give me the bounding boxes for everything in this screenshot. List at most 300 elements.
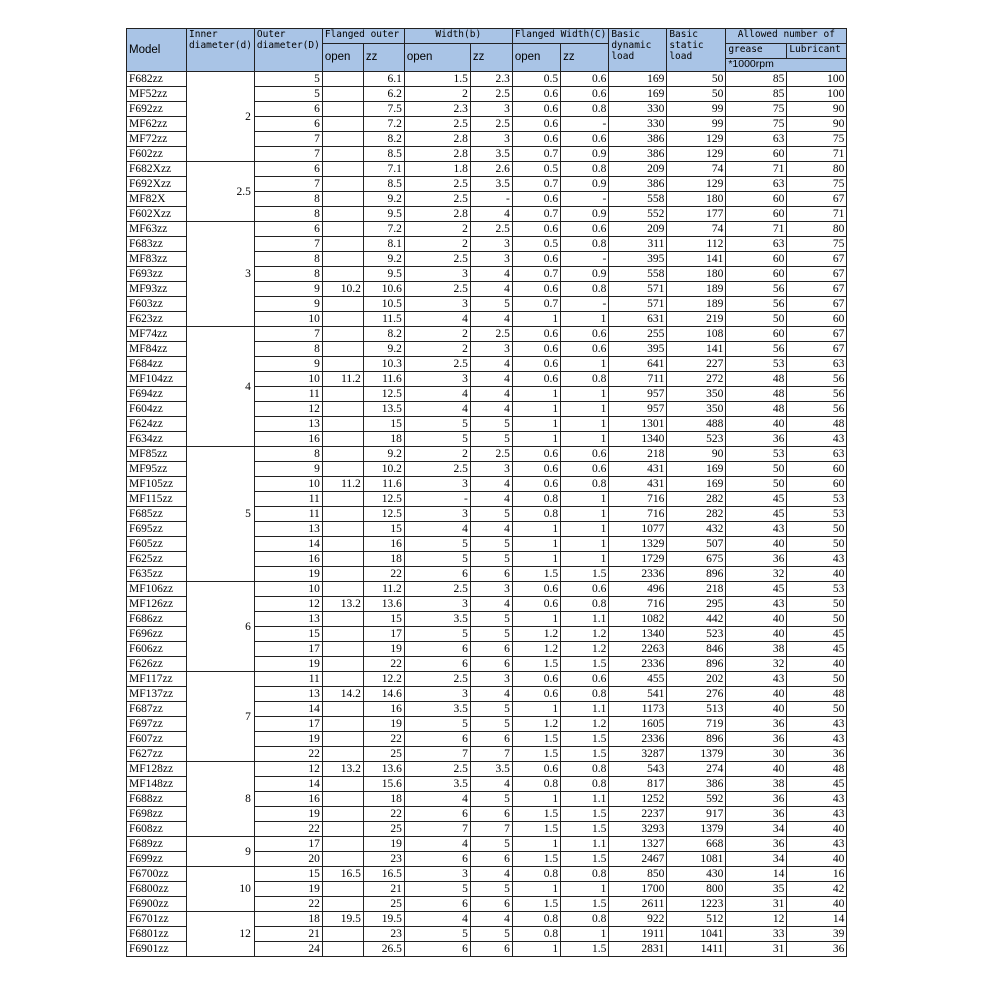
cell-outer-diameter: 16: [254, 432, 322, 447]
cell-grease-speed: 45: [726, 582, 787, 597]
cell-width-zz: 2.5: [470, 117, 512, 132]
cell-dynamic-load: 2336: [609, 567, 667, 582]
cell-width-open: 5: [404, 882, 470, 897]
cell-grease-speed: 40: [726, 537, 787, 552]
cell-outer-diameter: 5: [254, 72, 322, 87]
cell-flanged-outer-zz: 8.5: [363, 147, 404, 162]
cell-width-open: 6: [404, 657, 470, 672]
cell-static-load: 74: [667, 222, 726, 237]
cell-grease-speed: 56: [726, 282, 787, 297]
cell-flanged-width-zz: 0.6: [561, 222, 609, 237]
cell-outer-diameter: 7: [254, 132, 322, 147]
cell-static-load: 202: [667, 672, 726, 687]
cell-flanged-outer-open: [322, 927, 363, 942]
cell-grease-speed: 50: [726, 462, 787, 477]
cell-flanged-width-open: 1: [512, 387, 560, 402]
cell-lubricant-speed: 43: [787, 792, 847, 807]
cell-flanged-width-zz: 0.9: [561, 147, 609, 162]
cell-model: F687zz: [127, 702, 187, 717]
cell-model: F685zz: [127, 507, 187, 522]
cell-width-open: 2.5: [404, 462, 470, 477]
cell-grease-speed: 40: [726, 702, 787, 717]
cell-static-load: 180: [667, 267, 726, 282]
cell-flanged-width-open: 0.6: [512, 282, 560, 297]
cell-static-load: 218: [667, 582, 726, 597]
cell-grease-speed: 60: [726, 252, 787, 267]
cell-inner-diameter: 7: [187, 672, 255, 762]
cell-flanged-outer-zz: 13.6: [363, 762, 404, 777]
cell-dynamic-load: 2611: [609, 897, 667, 912]
cell-flanged-outer-zz: 15.6: [363, 777, 404, 792]
cell-grease-speed: 40: [726, 417, 787, 432]
cell-model: F604zz: [127, 402, 187, 417]
cell-outer-diameter: 22: [254, 822, 322, 837]
cell-dynamic-load: 716: [609, 492, 667, 507]
cell-flanged-width-zz: 1.5: [561, 822, 609, 837]
cell-flanged-width-zz: 0.6: [561, 672, 609, 687]
cell-outer-diameter: 19: [254, 882, 322, 897]
cell-width-open: 2.8: [404, 207, 470, 222]
cell-width-zz: 4: [470, 372, 512, 387]
cell-width-open: 3: [404, 477, 470, 492]
cell-model: F686zz: [127, 612, 187, 627]
cell-flanged-width-open: 0.8: [512, 867, 560, 882]
header-inner-diameter: Inner diameter(d): [187, 29, 255, 72]
cell-flanged-width-zz: 0.9: [561, 177, 609, 192]
cell-dynamic-load: 1327: [609, 837, 667, 852]
cell-flanged-outer-zz: 22: [363, 732, 404, 747]
cell-flanged-outer-zz: 16: [363, 537, 404, 552]
cell-outer-diameter: 8: [254, 267, 322, 282]
cell-flanged-outer-open: [322, 417, 363, 432]
cell-width-zz: 3: [470, 582, 512, 597]
cell-dynamic-load: 395: [609, 252, 667, 267]
cell-grease-speed: 71: [726, 222, 787, 237]
cell-lubricant-speed: 39: [787, 927, 847, 942]
cell-model: F623zz: [127, 312, 187, 327]
cell-flanged-outer-zz: 25: [363, 822, 404, 837]
cell-flanged-width-zz: -: [561, 252, 609, 267]
cell-grease-speed: 34: [726, 852, 787, 867]
cell-flanged-width-open: 0.6: [512, 132, 560, 147]
cell-outer-diameter: 6: [254, 102, 322, 117]
cell-model: MF63zz: [127, 222, 187, 237]
cell-width-open: 4: [404, 792, 470, 807]
cell-flanged-width-zz: 1: [561, 537, 609, 552]
cell-static-load: 675: [667, 552, 726, 567]
cell-flanged-width-open: 0.6: [512, 357, 560, 372]
cell-static-load: 108: [667, 327, 726, 342]
cell-flanged-width-zz: 1: [561, 357, 609, 372]
cell-width-open: 5: [404, 717, 470, 732]
header-flanged-outer-zz: zz: [363, 44, 404, 72]
cell-flanged-outer-zz: 14.6: [363, 687, 404, 702]
cell-static-load: 896: [667, 657, 726, 672]
cell-width-open: 2: [404, 447, 470, 462]
cell-flanged-width-zz: 1: [561, 552, 609, 567]
cell-inner-diameter: 2: [187, 72, 255, 162]
cell-outer-diameter: 11: [254, 387, 322, 402]
cell-width-open: 3: [404, 597, 470, 612]
cell-flanged-width-open: 1.5: [512, 897, 560, 912]
header-grease: grease: [726, 44, 787, 59]
cell-width-zz: 3: [470, 252, 512, 267]
cell-grease-speed: 32: [726, 567, 787, 582]
cell-width-zz: 3.5: [470, 762, 512, 777]
cell-outer-diameter: 6: [254, 222, 322, 237]
cell-static-load: 169: [667, 477, 726, 492]
table-row: [127, 762, 847, 777]
header-width-zz: zz: [470, 44, 512, 72]
cell-width-zz: 6: [470, 642, 512, 657]
cell-static-load: 350: [667, 387, 726, 402]
cell-lubricant-speed: 60: [787, 462, 847, 477]
cell-dynamic-load: 716: [609, 507, 667, 522]
cell-dynamic-load: 169: [609, 87, 667, 102]
cell-width-open: 3.5: [404, 777, 470, 792]
cell-flanged-outer-zz: 18: [363, 552, 404, 567]
cell-flanged-outer-open: [322, 897, 363, 912]
cell-width-open: 3: [404, 867, 470, 882]
cell-width-zz: 2.5: [470, 327, 512, 342]
cell-flanged-outer-zz: 13.6: [363, 597, 404, 612]
cell-static-load: 189: [667, 282, 726, 297]
cell-width-open: 4: [404, 312, 470, 327]
cell-lubricant-speed: 50: [787, 537, 847, 552]
cell-width-zz: 4: [470, 312, 512, 327]
cell-grease-speed: 56: [726, 297, 787, 312]
cell-outer-diameter: 21: [254, 927, 322, 942]
cell-flanged-outer-open: [322, 642, 363, 657]
cell-dynamic-load: 1077: [609, 522, 667, 537]
cell-model: F692zz: [127, 102, 187, 117]
cell-lubricant-speed: 67: [787, 252, 847, 267]
cell-lubricant-speed: 63: [787, 447, 847, 462]
cell-lubricant-speed: 43: [787, 432, 847, 447]
cell-flanged-outer-open: [322, 102, 363, 117]
cell-static-load: 129: [667, 147, 726, 162]
cell-dynamic-load: 1329: [609, 537, 667, 552]
header-flanged-outer-open: open: [322, 44, 363, 72]
cell-model: MF126zz: [127, 597, 187, 612]
cell-model: MF74zz: [127, 327, 187, 342]
cell-lubricant-speed: 50: [787, 522, 847, 537]
cell-static-load: 430: [667, 867, 726, 882]
cell-dynamic-load: 1911: [609, 927, 667, 942]
cell-model: F6900zz: [127, 897, 187, 912]
cell-grease-speed: 45: [726, 507, 787, 522]
cell-dynamic-load: 1605: [609, 717, 667, 732]
cell-model: MF93zz: [127, 282, 187, 297]
cell-flanged-width-zz: 1.5: [561, 852, 609, 867]
cell-flanged-width-open: 1: [512, 522, 560, 537]
cell-flanged-outer-open: [322, 342, 363, 357]
cell-flanged-outer-open: [322, 177, 363, 192]
cell-flanged-width-zz: 1.5: [561, 567, 609, 582]
cell-flanged-outer-zz: 9.2: [363, 252, 404, 267]
cell-dynamic-load: 541: [609, 687, 667, 702]
cell-static-load: 141: [667, 252, 726, 267]
cell-flanged-width-open: 0.5: [512, 237, 560, 252]
cell-flanged-outer-zz: 7.2: [363, 222, 404, 237]
cell-flanged-width-zz: 0.6: [561, 87, 609, 102]
cell-width-open: 2: [404, 327, 470, 342]
cell-static-load: 592: [667, 792, 726, 807]
cell-flanged-outer-open: [322, 327, 363, 342]
cell-model: F698zz: [127, 807, 187, 822]
cell-flanged-outer-zz: 16.5: [363, 867, 404, 882]
cell-width-zz: 6: [470, 897, 512, 912]
cell-flanged-width-zz: 0.8: [561, 237, 609, 252]
cell-width-open: 5: [404, 417, 470, 432]
cell-flanged-outer-zz: 7.5: [363, 102, 404, 117]
cell-dynamic-load: 455: [609, 672, 667, 687]
cell-lubricant-speed: 48: [787, 417, 847, 432]
cell-flanged-outer-open: [322, 522, 363, 537]
cell-dynamic-load: 431: [609, 462, 667, 477]
cell-flanged-outer-zz: 19: [363, 717, 404, 732]
cell-flanged-width-zz: 0.6: [561, 447, 609, 462]
cell-flanged-width-open: 0.7: [512, 147, 560, 162]
cell-flanged-outer-open: [322, 207, 363, 222]
header-width-b: Width(b): [404, 29, 512, 44]
cell-lubricant-speed: 43: [787, 837, 847, 852]
cell-flanged-width-open: 1: [512, 942, 560, 957]
cell-outer-diameter: 11: [254, 492, 322, 507]
cell-flanged-width-open: 0.5: [512, 162, 560, 177]
cell-flanged-width-open: 0.6: [512, 117, 560, 132]
cell-dynamic-load: 922: [609, 912, 667, 927]
cell-width-open: 2: [404, 237, 470, 252]
cell-flanged-outer-open: [322, 117, 363, 132]
cell-grease-speed: 48: [726, 387, 787, 402]
cell-flanged-width-zz: 1.2: [561, 627, 609, 642]
cell-flanged-outer-zz: 12.5: [363, 387, 404, 402]
cell-width-open: 3: [404, 507, 470, 522]
cell-flanged-width-zz: 1.5: [561, 657, 609, 672]
cell-flanged-outer-zz: 9.2: [363, 342, 404, 357]
cell-static-load: 512: [667, 912, 726, 927]
cell-width-zz: 5: [470, 297, 512, 312]
cell-dynamic-load: 2336: [609, 657, 667, 672]
cell-grease-speed: 12: [726, 912, 787, 927]
cell-model: MF72zz: [127, 132, 187, 147]
cell-outer-diameter: 11: [254, 672, 322, 687]
header-lubricant: Lubricant: [787, 44, 847, 59]
cell-model: F684zz: [127, 357, 187, 372]
cell-outer-diameter: 12: [254, 402, 322, 417]
header-outer-diameter: Outer diameter(D): [254, 29, 322, 72]
cell-model: MF128zz: [127, 762, 187, 777]
cell-lubricant-speed: 100: [787, 72, 847, 87]
cell-dynamic-load: 2336: [609, 732, 667, 747]
cell-lubricant-speed: 67: [787, 297, 847, 312]
cell-flanged-width-zz: 1: [561, 432, 609, 447]
cell-flanged-outer-open: [322, 882, 363, 897]
cell-flanged-outer-zz: 15: [363, 417, 404, 432]
cell-model: F699zz: [127, 852, 187, 867]
cell-flanged-width-zz: 1.2: [561, 717, 609, 732]
table-row: [127, 867, 847, 882]
cell-model: F607zz: [127, 732, 187, 747]
cell-lubricant-speed: 50: [787, 597, 847, 612]
cell-outer-diameter: 6: [254, 162, 322, 177]
cell-dynamic-load: 957: [609, 402, 667, 417]
cell-model: F696zz: [127, 627, 187, 642]
table-row: [127, 72, 847, 87]
cell-dynamic-load: 1340: [609, 627, 667, 642]
cell-flanged-outer-zz: 15: [363, 522, 404, 537]
cell-model: F635zz: [127, 567, 187, 582]
cell-model: F683zz: [127, 237, 187, 252]
cell-flanged-outer-zz: 9.2: [363, 447, 404, 462]
table-body: [127, 72, 847, 957]
cell-outer-diameter: 11: [254, 507, 322, 522]
cell-dynamic-load: 1301: [609, 417, 667, 432]
cell-width-open: 2.5: [404, 282, 470, 297]
cell-model: F634zz: [127, 432, 187, 447]
cell-grease-speed: 14: [726, 867, 787, 882]
cell-width-open: 5: [404, 627, 470, 642]
cell-dynamic-load: 850: [609, 867, 667, 882]
cell-dynamic-load: 1700: [609, 882, 667, 897]
cell-flanged-outer-open: [322, 807, 363, 822]
cell-static-load: 141: [667, 342, 726, 357]
cell-dynamic-load: 2237: [609, 807, 667, 822]
cell-model: MF83zz: [127, 252, 187, 267]
cell-grease-speed: 48: [726, 372, 787, 387]
cell-flanged-outer-open: 13.2: [322, 762, 363, 777]
cell-dynamic-load: 1173: [609, 702, 667, 717]
cell-width-zz: 5: [470, 837, 512, 852]
cell-outer-diameter: 8: [254, 342, 322, 357]
cell-width-zz: 4: [470, 867, 512, 882]
cell-width-zz: 4: [470, 402, 512, 417]
cell-flanged-outer-open: [322, 747, 363, 762]
cell-grease-speed: 63: [726, 237, 787, 252]
cell-model: F626zz: [127, 657, 187, 672]
cell-grease-speed: 36: [726, 807, 787, 822]
cell-width-open: 6: [404, 852, 470, 867]
cell-outer-diameter: 19: [254, 807, 322, 822]
cell-static-load: 1379: [667, 747, 726, 762]
cell-static-load: 282: [667, 507, 726, 522]
cell-width-zz: 3: [470, 462, 512, 477]
cell-width-zz: 5: [470, 717, 512, 732]
cell-static-load: 112: [667, 237, 726, 252]
cell-flanged-outer-zz: 10.3: [363, 357, 404, 372]
cell-width-open: 3.5: [404, 612, 470, 627]
cell-grease-speed: 75: [726, 117, 787, 132]
table-row: [127, 447, 847, 462]
cell-lubricant-speed: 14: [787, 912, 847, 927]
cell-lubricant-speed: 75: [787, 132, 847, 147]
cell-model: MF105zz: [127, 477, 187, 492]
cell-flanged-outer-zz: 25: [363, 897, 404, 912]
cell-flanged-outer-zz: 8.2: [363, 327, 404, 342]
cell-flanged-width-zz: 0.6: [561, 132, 609, 147]
cell-width-zz: 5: [470, 537, 512, 552]
cell-model: F697zz: [127, 717, 187, 732]
cell-flanged-width-zz: 1: [561, 882, 609, 897]
cell-dynamic-load: 641: [609, 357, 667, 372]
cell-grease-speed: 71: [726, 162, 787, 177]
cell-flanged-outer-open: [322, 87, 363, 102]
cell-model: MF85zz: [127, 447, 187, 462]
cell-flanged-outer-open: [322, 852, 363, 867]
cell-flanged-width-open: 0.8: [512, 912, 560, 927]
cell-inner-diameter: 2.5: [187, 162, 255, 222]
cell-outer-diameter: 7: [254, 327, 322, 342]
cell-outer-diameter: 17: [254, 717, 322, 732]
cell-outer-diameter: 14: [254, 702, 322, 717]
header-model: Model: [127, 29, 187, 72]
cell-static-load: 442: [667, 612, 726, 627]
cell-width-open: 3: [404, 372, 470, 387]
cell-flanged-outer-zz: 21: [363, 882, 404, 897]
cell-width-open: 3: [404, 297, 470, 312]
cell-flanged-width-zz: -: [561, 192, 609, 207]
cell-model: F603zz: [127, 297, 187, 312]
cell-width-open: 6: [404, 942, 470, 957]
cell-outer-diameter: 19: [254, 732, 322, 747]
cell-dynamic-load: 330: [609, 102, 667, 117]
cell-grease-speed: 36: [726, 717, 787, 732]
cell-dynamic-load: 711: [609, 372, 667, 387]
cell-flanged-width-zz: 0.8: [561, 912, 609, 927]
cell-flanged-outer-zz: 26.5: [363, 942, 404, 957]
cell-flanged-width-open: 0.6: [512, 342, 560, 357]
cell-static-load: 189: [667, 297, 726, 312]
cell-flanged-width-open: 0.7: [512, 207, 560, 222]
bearing-spec-table: [126, 28, 847, 957]
cell-flanged-outer-zz: 19.5: [363, 912, 404, 927]
cell-width-open: 2: [404, 342, 470, 357]
header-basic-dynamic-load: Basic dynamic load: [609, 29, 667, 72]
cell-grease-speed: 50: [726, 312, 787, 327]
cell-grease-speed: 40: [726, 627, 787, 642]
header-rpm-unit: *1000rpm: [726, 59, 847, 72]
cell-outer-diameter: 14: [254, 777, 322, 792]
cell-flanged-outer-zz: 7.2: [363, 117, 404, 132]
cell-flanged-outer-zz: 7.1: [363, 162, 404, 177]
cell-flanged-width-open: 1: [512, 312, 560, 327]
cell-width-zz: 3.5: [470, 177, 512, 192]
cell-flanged-width-zz: 1: [561, 522, 609, 537]
cell-width-zz: 2.6: [470, 162, 512, 177]
cell-flanged-outer-open: [322, 297, 363, 312]
cell-outer-diameter: 14: [254, 537, 322, 552]
cell-model: F682Xzz: [127, 162, 187, 177]
cell-flanged-outer-open: [322, 837, 363, 852]
cell-outer-diameter: 9: [254, 297, 322, 312]
cell-inner-diameter: 12: [187, 912, 255, 957]
cell-static-load: 274: [667, 762, 726, 777]
cell-flanged-outer-open: [322, 387, 363, 402]
cell-dynamic-load: 3287: [609, 747, 667, 762]
cell-width-open: 2: [404, 222, 470, 237]
cell-static-load: 272: [667, 372, 726, 387]
cell-width-open: 6: [404, 807, 470, 822]
cell-flanged-width-zz: 1.5: [561, 747, 609, 762]
cell-width-open: 4: [404, 522, 470, 537]
cell-flanged-outer-open: [322, 507, 363, 522]
cell-flanged-outer-open: [322, 402, 363, 417]
cell-grease-speed: 40: [726, 687, 787, 702]
cell-lubricant-speed: 67: [787, 267, 847, 282]
cell-width-zz: 4: [470, 207, 512, 222]
cell-dynamic-load: 169: [609, 72, 667, 87]
